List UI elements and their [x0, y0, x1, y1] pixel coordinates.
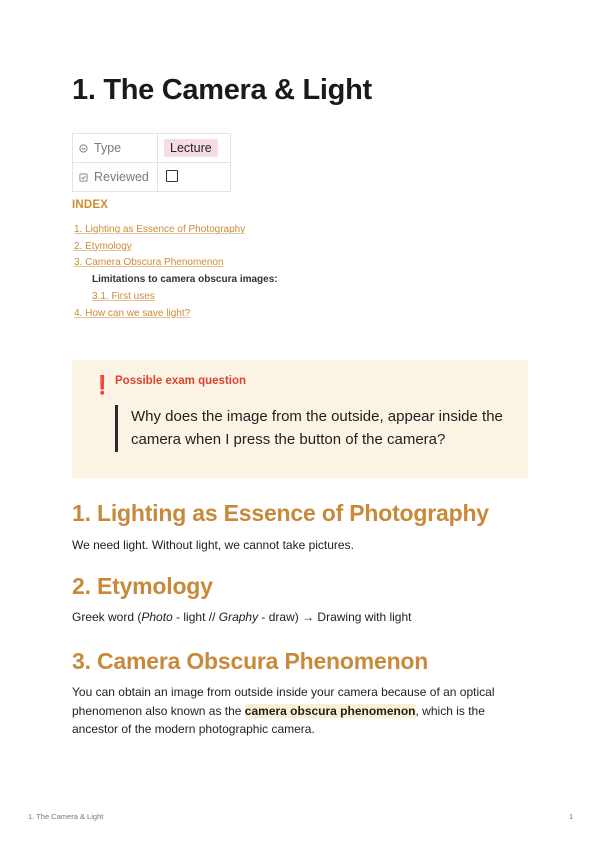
callout-quote: Why does the image from the outside, appear inside the camera when I press the button of the camera?	[131, 408, 503, 448]
callout-title: Possible exam question	[115, 375, 247, 387]
property-value-reviewed	[158, 163, 231, 192]
etymology-text-a: Greek word (	[72, 610, 142, 624]
toc-link-camera-obscura[interactable]: 3. Camera Obscura Phenomenon	[74, 257, 224, 269]
table-of-contents	[74, 222, 278, 322]
toc-link-save-light[interactable]: 4. How can we save light?	[74, 307, 191, 319]
section-heading-camera-obscura: 3. Camera Obscura Phenomenon	[72, 648, 429, 674]
property-key-label: Reviewed	[94, 170, 149, 184]
property-key-reviewed	[73, 163, 158, 192]
property-row-type	[73, 134, 231, 163]
select-icon	[79, 142, 88, 151]
reviewed-checkbox[interactable]	[166, 170, 178, 182]
toc-link-first-uses[interactable]: 3.1. First uses	[92, 290, 155, 302]
quote-bar	[115, 405, 118, 452]
index-heading: INDEX	[72, 199, 109, 211]
section-text-etymology	[72, 608, 411, 627]
toc-link-lighting[interactable]: 1. Lighting as Essence of Photography	[74, 224, 246, 235]
page-title: 1. The Camera & Light	[72, 74, 372, 106]
etymology-text-e: - draw) → Drawing with light	[258, 610, 412, 624]
etymology-text-c: - light //	[172, 610, 219, 624]
exam-question-callout	[72, 360, 528, 478]
obscura-text-c: , which is the ancestor of the modern photographic camera.	[72, 703, 485, 736]
property-key-label: Type	[94, 141, 122, 155]
section-heading-lighting: 1. Lighting as Essence of Photography	[72, 500, 489, 526]
type-tag[interactable]: Lecture	[164, 139, 218, 157]
toc-link-etymology[interactable]: 2. Etymology	[74, 240, 132, 252]
properties-table	[72, 133, 231, 192]
footer-title: 1. The Camera & Light	[28, 812, 104, 821]
section-text-lighting: We need light. Without light, we cannot take pictures.	[72, 538, 354, 552]
obscura-highlight: camera obscura phenomenon	[244, 703, 416, 718]
etymology-photo: Photo	[141, 610, 173, 624]
obscura-text-a: You can obtain an image from outside inside your camera because of an optical phenomenon also known as the	[72, 685, 495, 718]
footer-page-number: 1	[569, 812, 574, 821]
section-heading-etymology: 2. Etymology	[72, 573, 213, 599]
toc-link-limitations[interactable]: Limitations to camera obscura images:	[92, 274, 278, 286]
property-row-reviewed	[73, 163, 231, 192]
exclamation-icon: ❗	[91, 375, 114, 395]
property-value-type[interactable]	[158, 134, 231, 163]
etymology-graphy: Graphy	[218, 610, 259, 624]
property-key-type	[73, 134, 158, 163]
checkbox-icon	[79, 171, 88, 180]
section-text-camera-obscura	[72, 683, 532, 739]
